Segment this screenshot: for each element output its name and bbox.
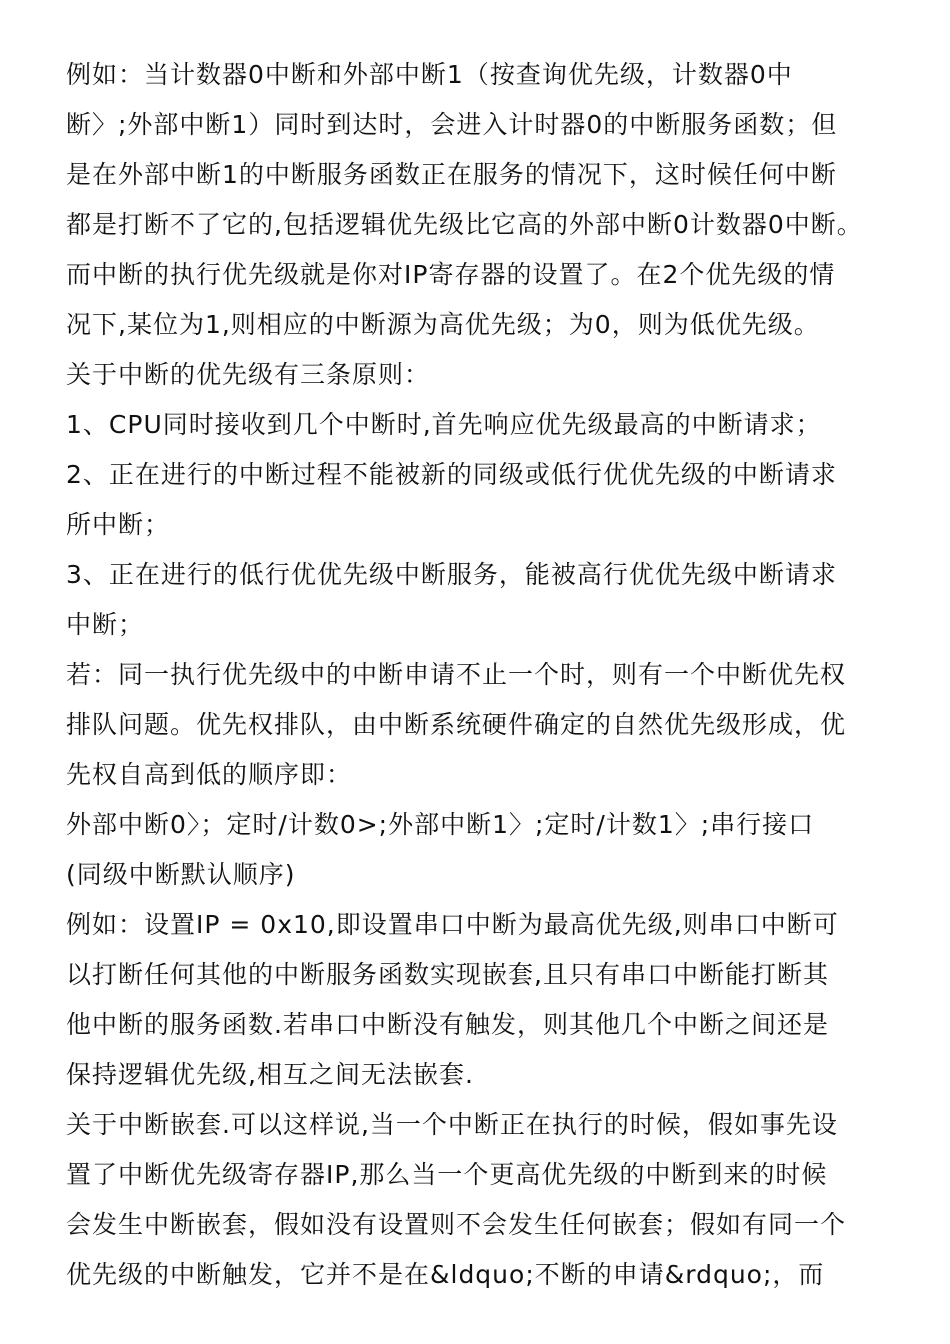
text-line: 是在外部中断1的中断服务函数正在服务的情况下，这时候任何中断 [66, 160, 837, 189]
text-line: 例如：设置IP = 0x10,即设置串口中断为最高优先级,则串口中断可 [66, 910, 839, 939]
text-line: 他中断的服务函数.若串口中断没有触发，则其他几个中断之间还是 [66, 1010, 829, 1039]
text-line: 置了中断优先级寄存器IP,那么当一个更高优先级的中断到来的时候 [66, 1160, 828, 1189]
text-line: 1、CPU同时接收到几个中断时,首先响应优先级最高的中断请求； [66, 410, 822, 439]
text-line: 先权自高到低的顺序即： [66, 760, 353, 789]
text-line: 所中断； [66, 510, 171, 539]
text-line: 都是打断不了它的,包括逻辑优先级比它高的外部中断0计数器0中断。 [66, 210, 863, 239]
text-line: 关于中断的优先级有三条原则： [66, 360, 431, 389]
text-line: 况下,某位为1,则相应的中断源为高优先级；为0，则为低优先级。 [66, 310, 820, 339]
text-line: 以打断任何其他的中断服务函数实现嵌套,且只有串口中断能打断其 [66, 960, 829, 989]
text-line: 保持逻辑优先级,相互之间无法嵌套. [66, 1060, 474, 1089]
text-line: 外部中断0〉；定时/计数0>;外部中断1〉;定时/计数1〉;串行接口 [66, 810, 815, 839]
text-line: 例如：当计数器0中断和外部中断1（按查询优先级，计数器0中 [66, 60, 793, 89]
text-line: 而中断的执行优先级就是你对IP寄存器的设置了。在2个优先级的情 [66, 260, 836, 289]
text-line: (同级中断默认顺序) [66, 860, 296, 889]
text-line: 中断； [66, 610, 145, 639]
text-line: 会发生中断嵌套，假如没有设置则不会发生任何嵌套；假如有同一个 [66, 1210, 847, 1239]
text-line: 断〉;外部中断1）同时到达时，会进入计时器0的中断服务函数；但 [66, 110, 838, 139]
text-line: 排队问题。优先权排队，由中断系统硬件确定的自然优先级形成，优 [66, 710, 847, 739]
text-line: 优先级的中断触发，它并不是在&ldquo;不断的申请&rdquo;，而 [66, 1260, 825, 1289]
text-line: 3、正在进行的低行优优先级中断服务，能被高行优优先级中断请求 [66, 560, 837, 589]
text-line: 2、正在进行的中断过程不能被新的同级或低行优优先级的中断请求 [66, 460, 837, 489]
text-line: 关于中断嵌套.可以这样说,当一个中断正在执行的时候，假如事先设 [66, 1110, 838, 1139]
text-line: 若：同一执行优先级中的中断申请不止一个时，则有一个中断优先权 [66, 660, 847, 689]
